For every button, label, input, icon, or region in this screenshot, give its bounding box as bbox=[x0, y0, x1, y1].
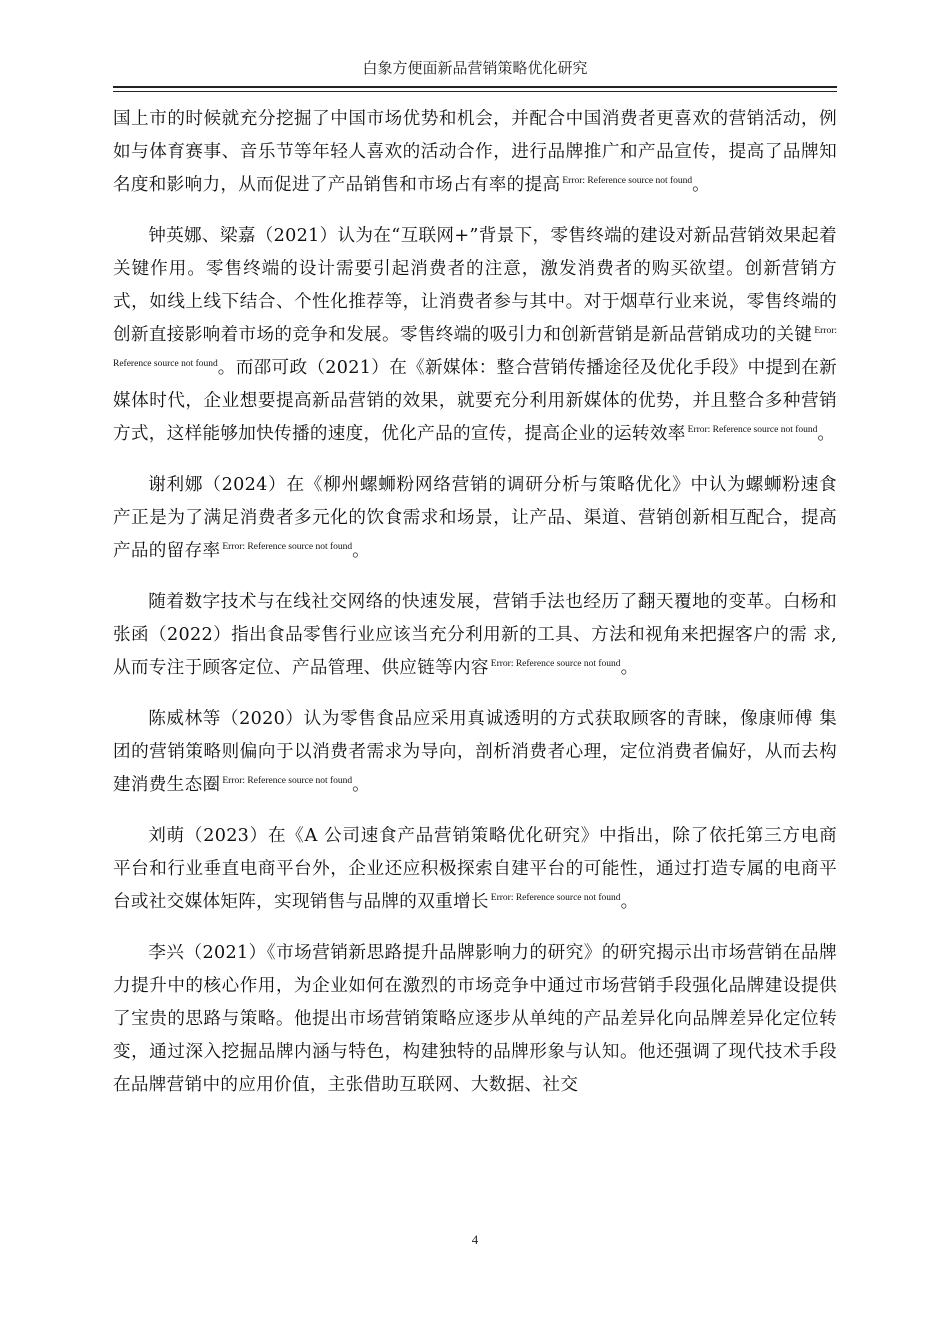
paragraph-2 bbox=[113, 220, 837, 451]
paragraph-5-text: 陈威林等（2020）认为零售食品应采用真诚透明的方式获取顾客的青睐，像康师傅 集团的营销策略则偏向于以消费者需求为导向，剖析消费者心理，定位消费者偏好，从而去构建消费生态圈 bbox=[113, 709, 837, 795]
paragraph-4-text: 随着数字技术与在线社交网络的快速发展，营销手法也经历了翻天覆地的变革。白杨和张函（2022）指出食品零售行业应该当充分利用新的工具、方法和视角来把握客户的需 求,从而专注于顾客定位、产品管理、供应链等内容 bbox=[113, 592, 837, 678]
paragraph-2-text-b: 。而邵可政（2021）在《新媒体：整合营销传播途径及优化手段》中提到在新媒体时代，企业想要提高新品营销的效果，就要充分利用新媒体的优势，并且整合多种营销方式，这样能够加快传播的速度，优化产品的宣传，提高企业的运转效率 bbox=[113, 358, 838, 444]
reference-error: Error: Reference source not found bbox=[490, 659, 621, 670]
reference-error: Error: Reference source not found bbox=[113, 326, 837, 370]
paragraph-1-text: 国上市的时候就充分挖掘了中国市场优势和机会，并配合中国消费者更喜欢的营销活动，例如与体育赛事、音乐节等年轻人喜欢的活动合作，进行品牌推广和产品宣传，提高了品牌知名度和影响力，从而促进了产品销售和市场占有率的提高 bbox=[113, 109, 837, 195]
header-rule-thick bbox=[113, 86, 837, 88]
page-header-title: 白象方便面新品营销策略优化研究 bbox=[362, 59, 588, 77]
paragraph-1 bbox=[113, 103, 837, 202]
paragraph-1-tail: 。 bbox=[692, 175, 711, 195]
paragraph-6 bbox=[113, 820, 837, 919]
header-rule-thin bbox=[113, 91, 837, 92]
paragraph-7 bbox=[113, 937, 837, 1102]
paragraph-4-tail: 。 bbox=[620, 658, 639, 678]
reference-error: Error: Reference source not found bbox=[222, 776, 353, 787]
paragraph-3-tail: 。 bbox=[352, 541, 371, 561]
paragraph-6-text: 刘萌（2023）在《A 公司速食产品营销策略优化研究》中指出，除了依托第三方电商 平台和行业垂直电商平台外，企业还应积极探索自建平台的可能性，通过打造专属的电商平台或社交媒体矩阵，实现销售与品牌的双重增长 bbox=[113, 826, 837, 912]
reference-error: Error: Reference source not found bbox=[490, 893, 621, 904]
document-body bbox=[113, 103, 837, 1120]
reference-error: Error: Reference source not found bbox=[687, 425, 818, 436]
paragraph-5 bbox=[113, 703, 837, 802]
paragraph-2-text-a: 钟英娜、梁嘉（2021）认为在“互联网+”背景下，零售终端的建设对新品营销效果起着关键作用。零售终端的设计需要引起消费者的注意，激发消费者的购买欲望。创新营销方式，如线上线下结合、个性化推荐等，让消费者参与其中。对于烟草行业来说，零售终端的创新直接影响着市场的竞争和发展。零售终端的吸引力和创新营销是新品营销成功的关键 bbox=[113, 226, 837, 345]
paragraph-6-tail: 。 bbox=[620, 892, 639, 912]
page-number: 4 bbox=[471, 1232, 479, 1247]
paragraph-5-tail: 。 bbox=[352, 775, 371, 795]
paragraph-2-tail: 。 bbox=[817, 424, 836, 444]
paragraph-7-text: 李兴（2021）《市场营销新思路提升品牌影响力的研究》的研究揭示出市场营销在品牌力提升中的核心作用，为企业如何在激烈的市场竞争中通过市场营销手段强化品牌建设提供了宝贵的思路与策略。他提出市场营销策略应逐步从单纯的产品差异化向品牌差异化定位转变，通过深入挖掘品牌内涵与特色，构建独特的品牌形象与认知。他还强调了现代技术手段在品牌营销中的应用价值，主张借助互联网、大数据、社交 bbox=[113, 943, 837, 1095]
paragraph-4 bbox=[113, 586, 837, 685]
reference-error: Error: Reference source not found bbox=[562, 176, 693, 187]
paragraph-3-text: 谢利娜（2024）在《柳州螺蛳粉网络营销的调研分析与策略优化》中认为螺蛳粉速食产正是为了满足消费者多元化的饮食需求和场景，让产品、渠道、营销创新相互配合，提高产品的留存率 bbox=[113, 475, 837, 561]
paragraph-3 bbox=[113, 469, 837, 568]
reference-error: Error: Reference source not found bbox=[222, 542, 353, 553]
